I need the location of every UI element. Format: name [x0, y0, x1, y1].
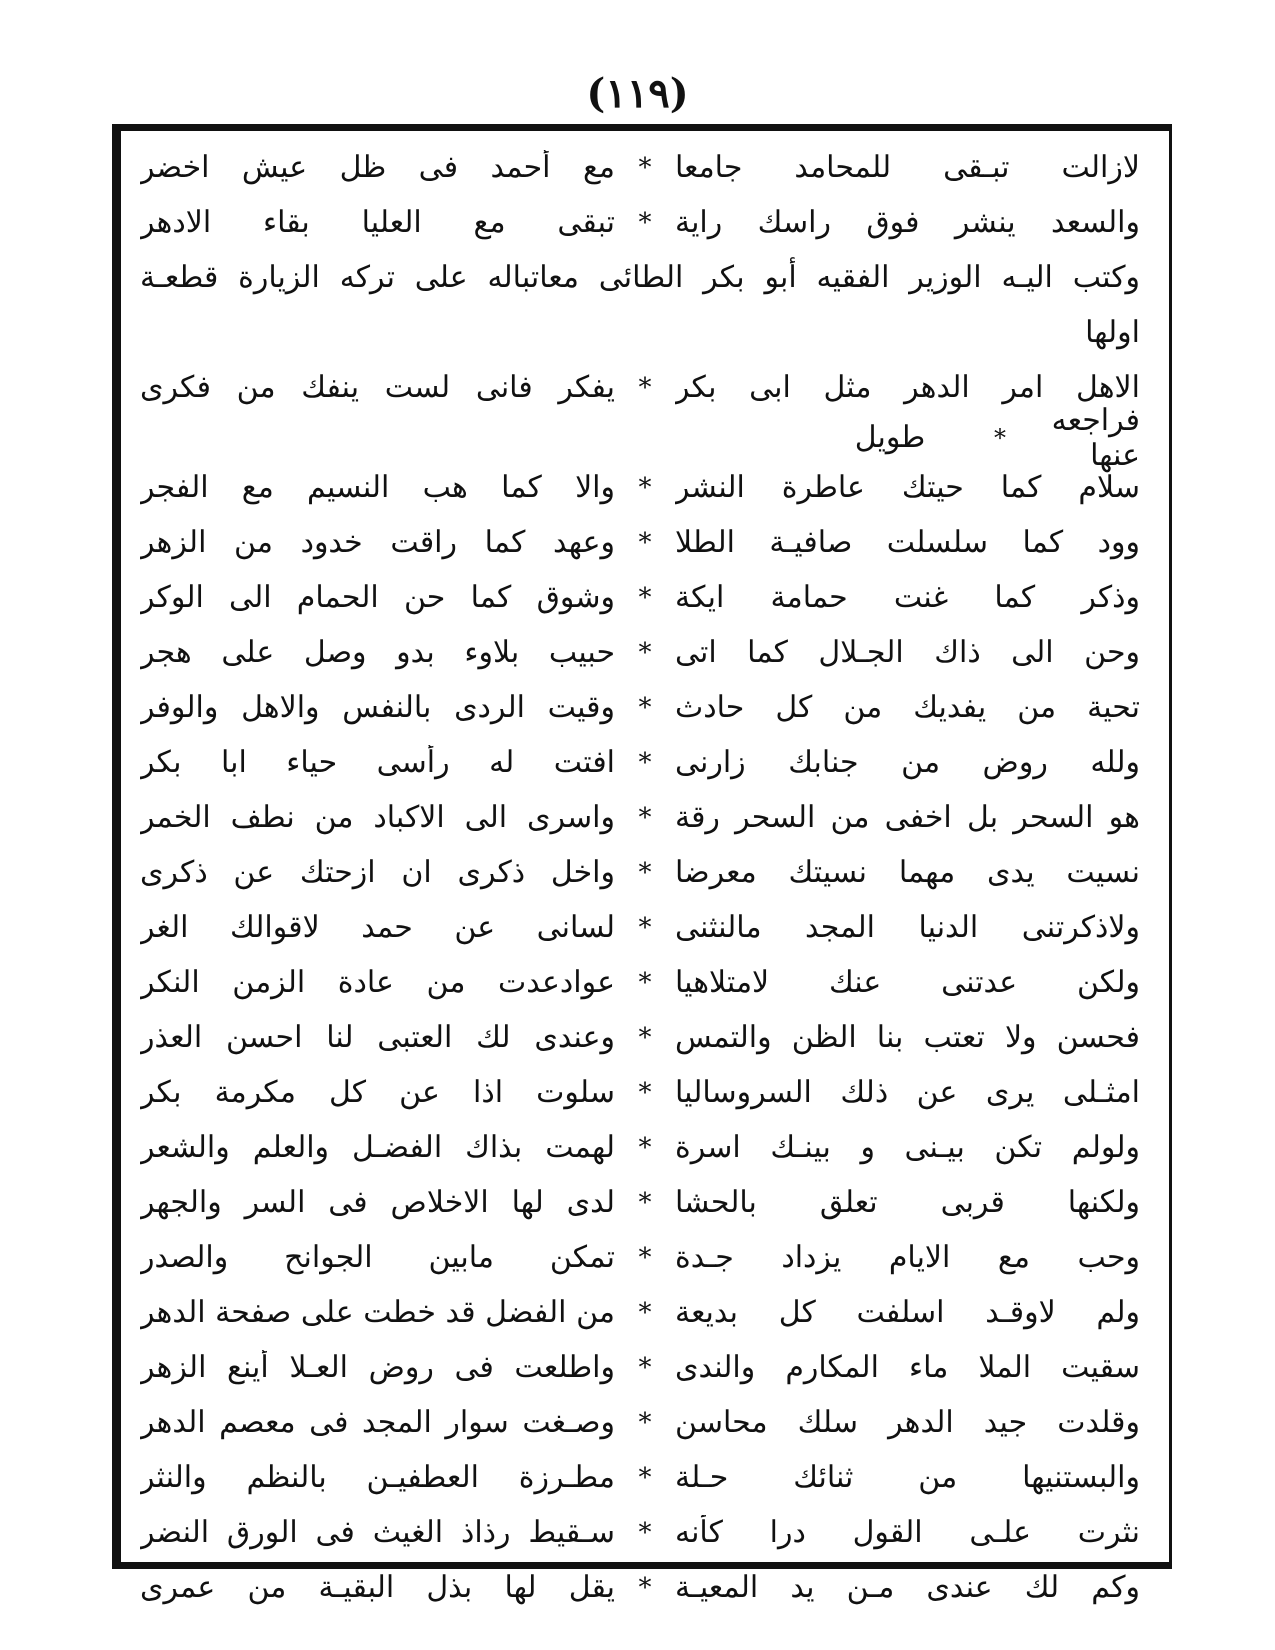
verse-line — [140, 625, 1140, 680]
page-content — [140, 140, 1140, 1615]
verse-group-top — [140, 140, 1140, 250]
hemistich-right: لازالت تبـقى للمحامد جامعا — [675, 150, 1140, 185]
hemistich-right: وذكر كما غنت حمامة ايكة — [675, 580, 1140, 615]
verse-separator: * — [638, 372, 652, 403]
hemistich-right: ولكنها قربى تعلق بالحشا — [675, 1185, 1140, 1220]
verse-group-main — [140, 460, 1140, 1615]
verse-line — [140, 955, 1140, 1010]
verse-line — [140, 360, 1140, 415]
verse-separator: * — [638, 1407, 652, 1438]
verse-line — [140, 1120, 1140, 1175]
verse-line — [140, 140, 1140, 195]
hemistich-right: الاهل امر الدهر مثل ابى بكر — [675, 370, 1140, 405]
verse-separator: * — [638, 692, 652, 723]
hemistich-right: نسيت يدى مهما نسيتك معرضا — [675, 855, 1140, 890]
verse-separator: * — [638, 152, 652, 183]
hemistich-right: والسعد ينشر فوق راسك راية — [675, 205, 1140, 240]
verse-separator: * — [638, 207, 652, 238]
hemistich-left: تبقى مع العليا بقاء الادهر — [140, 205, 615, 240]
verse-line — [140, 900, 1140, 955]
verse-line — [140, 845, 1140, 900]
verse-separator: * — [638, 1132, 652, 1163]
verse-line — [140, 1395, 1140, 1450]
hemistich-left: سلوت اذا عن كل مكرمة بكر — [140, 1075, 615, 1110]
hemistich-right: والبستنيها من ثنائك حـلة — [675, 1460, 1140, 1495]
verse-separator: * — [638, 747, 652, 778]
hemistich-left: يفكر فانى لست ينفك من فكرى — [140, 370, 615, 405]
hemistich-right: وود كما سلسلت صافيـة الطلا — [675, 525, 1140, 560]
hemistich-left: وشوق كما حن الحمام الى الوكر — [140, 580, 615, 615]
verse-line — [140, 1450, 1140, 1505]
verse-separator: * — [638, 802, 652, 833]
verse-line — [140, 680, 1140, 735]
verse-separator: * — [638, 1022, 652, 1053]
verse-line — [140, 1340, 1140, 1395]
verse-line — [140, 195, 1140, 250]
hemistich-right: تحية من يفديك من كل حادث — [675, 690, 1140, 725]
verse-separator: * — [638, 472, 652, 503]
verse-separator: * — [638, 582, 652, 613]
hemistich-right: فحسن ولا تعتب بنا الظن والتمس — [675, 1020, 1140, 1055]
verse-line — [140, 1010, 1140, 1065]
verse-separator: * — [638, 1517, 652, 1548]
verse-line — [140, 790, 1140, 845]
hemistich-right: هو السحر بل اخفى من السحر رقة — [675, 800, 1140, 835]
verse-separator: * — [638, 1297, 652, 1328]
hemistich-left: حبيب بلاوء بدو وصل على هجر — [140, 635, 615, 670]
hemistich-left: والا كما هب النسيم مع الفجر — [140, 470, 615, 505]
hemistich-left: واسرى الى الاكباد من نطف الخمر — [140, 800, 615, 835]
hemistich-left: يقل لها بذل البقيـة من عمرى — [140, 1570, 615, 1605]
reply-label: فراجعه عنها — [1051, 402, 1140, 473]
frame-thick-left — [112, 124, 121, 1569]
verse-separator: * — [638, 967, 652, 998]
hemistich-left: واخل ذكرى ان ازحتك عن ذكرى — [140, 855, 615, 890]
hemistich-left: لسانى عن حمد لاقوالك الغر — [140, 910, 615, 945]
heading-separator: * — [994, 423, 1006, 452]
hemistich-left: وقيت الردى بالنفس والاهل والوفر — [140, 690, 615, 725]
verse-separator: * — [638, 1462, 652, 1493]
hemistich-left: افتت له رأسى حياء ابا بكر — [140, 745, 615, 780]
hemistich-right: ولله روض من جنابك زارنى — [675, 745, 1140, 780]
hemistich-right: ولاذكرتنى الدنيا المجد مالنثنى — [675, 910, 1140, 945]
hemistich-right: امثـلى يرى عن ذلك السروساليا — [675, 1075, 1140, 1110]
hemistich-right: سقيت الملا ماء المكارم والندى — [675, 1350, 1140, 1385]
verse-separator: * — [638, 1077, 652, 1108]
verse-separator: * — [638, 912, 652, 943]
hemistich-left: سـقيط رذاذ الغيث فى الورق النضر — [140, 1515, 615, 1550]
verse-separator: * — [638, 637, 652, 668]
hemistich-left: واطلعت فى روض العـلا أينع الزهر — [140, 1350, 615, 1385]
hemistich-right: وقلدت جيد الدهر سلك محاسن — [675, 1405, 1140, 1440]
verse-separator: * — [638, 527, 652, 558]
frame-thick-top — [112, 124, 1172, 131]
verse-line — [140, 460, 1140, 515]
verse-separator: * — [638, 857, 652, 888]
verse-line — [140, 1230, 1140, 1285]
meter-name: طويل — [854, 420, 926, 455]
hemistich-left: تمكن مابين الجوانح والصدر — [140, 1240, 615, 1275]
verse-line — [140, 570, 1140, 625]
reply-heading — [140, 402, 1140, 473]
prose-line: اولها — [1085, 315, 1140, 350]
verse-separator: * — [638, 1242, 652, 1273]
hemistich-left: مع أحمد فى ظل عيش اخضر — [140, 150, 615, 185]
verse-line — [140, 515, 1140, 570]
verse-separator: * — [638, 1352, 652, 1383]
hemistich-right: ولكن عدتنى عنك لامتلاهيا — [675, 965, 1140, 1000]
verse-line — [140, 1505, 1140, 1560]
verse-separator: * — [638, 1187, 652, 1218]
verse-separator: * — [638, 1572, 652, 1603]
hemistich-left: مطـرزة العطفيـن بالنظم والنثر — [140, 1460, 615, 1495]
hemistich-right: نثرت علـى القول درا كأنه — [675, 1515, 1140, 1550]
verse-line — [140, 735, 1140, 790]
hemistich-left: وعهد كما راقت خدود من الزهر — [140, 525, 615, 560]
hemistich-left: عوادعدت من عادة الزمن النكر — [140, 965, 615, 1000]
hemistich-right: سلام كما حيتك عاطرة النشر — [675, 470, 1140, 505]
hemistich-left: من الفضل قد خطت على صفحة الدهر — [140, 1295, 615, 1330]
verse-line — [140, 1560, 1140, 1615]
hemistich-left: لدى لها الاخلاص فى السر والجهر — [140, 1185, 615, 1220]
page-number: (١١٩) — [586, 70, 689, 117]
hemistich-right: وحب مع الايام يزداد جـدة — [675, 1240, 1140, 1275]
hemistich-right: وحن الى ذاك الجـلال كما اتى — [675, 635, 1140, 670]
hemistich-left: لهمت بذاك الفضـل والعلم والشعر — [140, 1130, 615, 1165]
hemistich-right: ولولم تكن بيـنى و بينـك اسرة — [675, 1130, 1140, 1165]
hemistich-right: وكم لك عندى مـن يد المعيـة — [675, 1570, 1140, 1605]
hemistich-right: ولم لاوقـد اسلفت كل بديعة — [675, 1295, 1140, 1330]
verse-line — [140, 1175, 1140, 1230]
hemistich-left: وصـغت سوار المجد فى معصم الدهر — [140, 1405, 615, 1440]
verse-line — [140, 1285, 1140, 1340]
hemistich-left: وعندى لك العتبى لنا احسن العذر — [140, 1020, 615, 1055]
verse-line — [140, 1065, 1140, 1120]
prose-line: وكتب اليـه الوزير الفقيه أبو بكر الطائى معاتباله على تركه الزيارة قطعـة — [140, 260, 1140, 295]
